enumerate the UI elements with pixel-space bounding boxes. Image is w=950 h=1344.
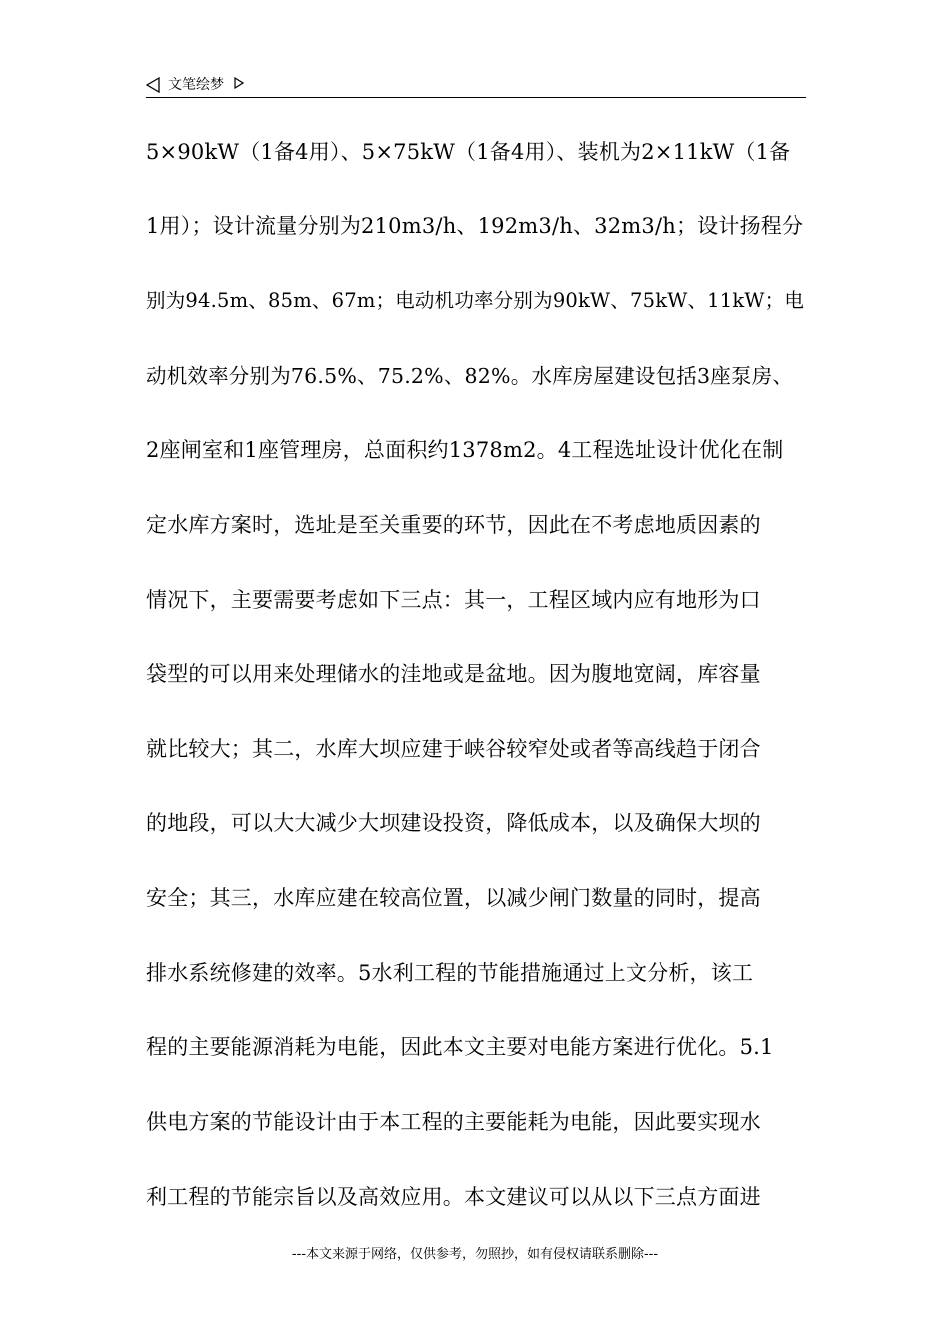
page-header [146, 74, 806, 98]
body-line: 程的主要能源消耗为电能，因此本文主要对电能方案进行优化。5.1 [146, 1035, 774, 1059]
body-line: 别为94.5m、85m、67m；电动机功率分别为90kW、75kW、11kW；电 [146, 289, 805, 312]
body-line: 供电方案的节能设计由于本工程的主要能耗为电能，因此要实现水 [146, 1110, 761, 1134]
header-brand: 文笔绘梦 [168, 77, 224, 93]
body-line: 动机效率分别为76.5%、75.2%、82%。水库房屋建设包括3座泵房、 [146, 364, 794, 388]
triangle-left-icon [146, 77, 160, 93]
body-line: 5×90kW（1备4用）、5×75kW（1备4用）、装机为2×11kW（1备 [146, 140, 791, 164]
header-rule [146, 97, 806, 98]
body-line: 袋型的可以用来处理储水的洼地或是盆地。因为腹地宽阔，库容量 [146, 662, 761, 686]
body-line: 排水系统修建的效率。5水利工程的节能措施通过上文分析，该工 [146, 961, 754, 985]
body-line: 情况下，主要需要考虑如下三点：其一，工程区域内应有地形为口 [146, 588, 761, 612]
body-line: 2座闸室和1座管理房，总面积约1378m2。4工程选址设计优化在制 [146, 438, 784, 462]
body-line: 定水库方案时，选址是至关重要的环节，因此在不考虑地质因素的 [146, 513, 761, 537]
body-line: 就比较大；其二，水库大坝应建于峡谷较窄处或者等高线趋于闭合 [146, 737, 761, 761]
page-footer: ---本文来源于网络，仅供参考，勿照抄，如有侵权请联系删除--- [291, 1247, 659, 1262]
body-line: 的地段，可以大大减少大坝建设投资，降低成本，以及确保大坝的 [146, 811, 761, 835]
body-line: 1用）；设计流量分别为210m3/h、192m3/h、32m3/h；设计扬程分 [146, 214, 804, 238]
body-line: 利工程的节能宗旨以及高效应用。本文建议可以从以下三点方面进 [146, 1185, 761, 1209]
triangle-right-icon [234, 77, 244, 89]
body-line: 安全；其三，水库应建在较高位置，以减少闸门数量的同时，提高 [146, 886, 761, 910]
